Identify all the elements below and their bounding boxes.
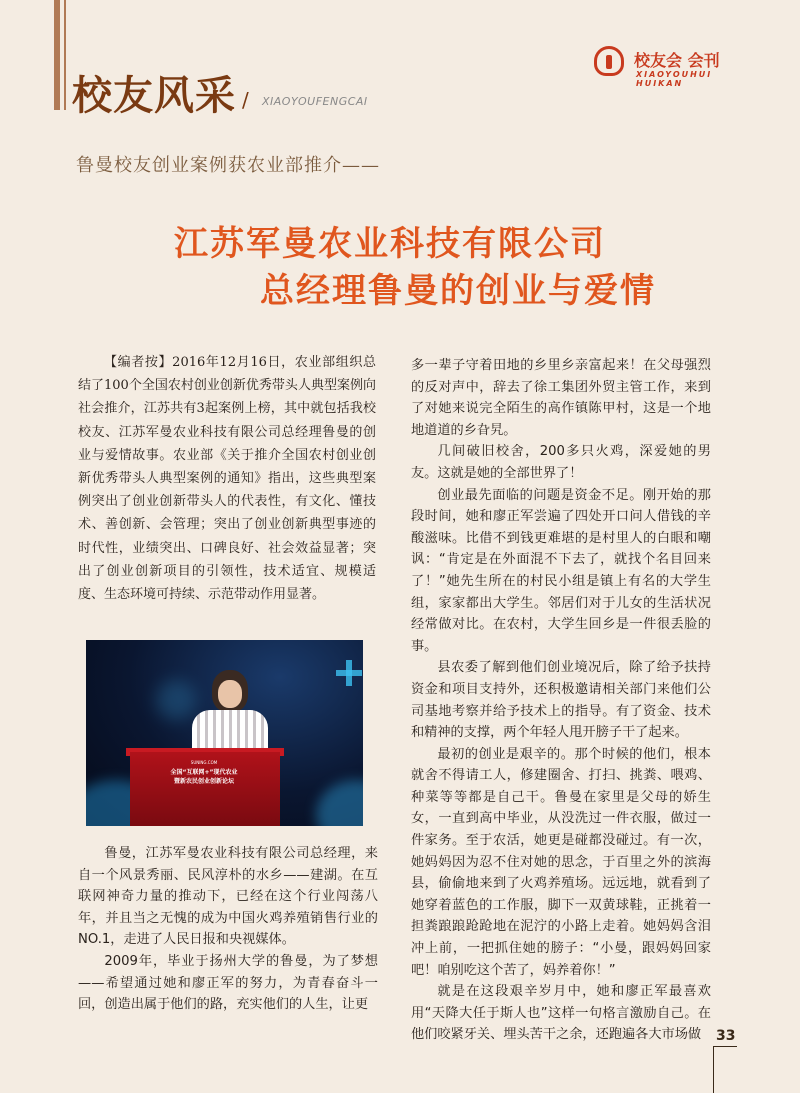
article-title-line1: 江苏军曼农业科技有限公司: [174, 224, 606, 264]
decorative-bar-thin: [64, 0, 66, 110]
alumni-logo: [594, 44, 744, 88]
paragraph: 2009年，毕业于扬州大学的鲁曼，为了梦想——希望通过她和廖正军的努力，为青春奋斗一回，创造出属于他们的路，充实他们的人生，让更: [78, 953, 378, 1013]
paragraph: 多一辈子守着田地的乡里乡亲富起来！在父母强烈的反对声中，辞去了徐工集团外贸主管工作，来到了对她来说完全陌生的高作镇陈甲村，这是一个地地道道的乡旮旯。: [411, 358, 711, 438]
paragraph: 县农委了解到他们创业境况后，除了给予扶持资金和项目支持外，还积极邀请相关部门来他们公司基地考察并给予技术上的指导。有了资金、技术和精神的支撑，两个年轻人甩开膀子干了起来。: [411, 660, 711, 741]
page-divider: [713, 1046, 714, 1093]
podium-banner: [144, 768, 264, 786]
right-column-body: [411, 355, 711, 1046]
article-title-line2: 总经理鲁曼的创业与爱情: [260, 271, 656, 311]
section-title: 校友风采: [72, 73, 236, 119]
left-column-body: [78, 843, 378, 1016]
editor-note: 【编者按】2016年12月16日，农业部组织总结了100个全国农村创业创新优秀带头人典型案例向社会推介，江苏共有3起案例上榜，其中就包括我校校友、江苏军曼农业科技有限公司总经理鲁曼的创业与爱情故事。农业部《关于推介全国农村创业创新优秀带头人典型案例的通知》指出，这些典型案例突出了创业创新带头人的代表性，有文化、懂技术、善创新、会管理；突出了创业创新典型事迹的时代性，业绩突出、口碑良好、社会效益显著；突出了创业创新项目的引领性，技术适宜、规模适度、生态环境可持续、示范带动作用显著。: [78, 355, 376, 603]
section-slash: /: [242, 88, 249, 112]
article-subtitle: 鲁曼校友创业案例获农业部推介——: [76, 155, 380, 176]
logo-text: 校友会 会刊: [634, 51, 720, 70]
paragraph: 鲁曼，江苏军曼农业科技有限公司总经理，来自一个风景秀丽、民风淳朴的水乡——建湖。在互联网神奇力量的推动下，已经在这个行业闯荡八年，并且当之无愧的成为中国火鸡养殖销售行业的NO.1，走进了人民日报和央视媒体。: [78, 846, 378, 948]
logo-subtext: XIAOYOUHUI HUIKAN: [636, 70, 713, 88]
podium-banner-line1: 全国“互联网+”现代农业: [170, 769, 238, 776]
decorative-bar-thick: [54, 0, 60, 110]
paragraph: 最初的创业是艰辛的。那个时候的他们，根本就舍不得请工人，修建圈舍、打扫、挑粪、喂鸡、种菜等等都是自己干。鲁曼在家里是父母的娇生女，一直到高中毕业，从没洗过一件衣服，做过一件家务。至于农活，她更是碰都没碰过。有一次，她妈妈因为忍不住对她的思念，于百里之外的滨海县，偷偷地来到了火鸡养殖场。远远地，就看到了她穿着蓝色的工作服，脚下一双黄球鞋，正挑着一担粪踉踉跄跄地在泥泞的小路上走着。她妈妈含泪冲上前，一把抓住她的膀子：“小曼，跟妈妈回家吧！咱别吃这个苦了，妈养着你！”: [411, 746, 711, 978]
page-divider-horizontal: [713, 1046, 737, 1047]
paragraph: 创业最先面临的问题是资金不足。刚开始的那段时间，她和廖正军尝遍了四处开口问人借钱的辛酸滋味。比借不到钱更难堪的是村里人的白眼和嘲讽：“肯定是在外面混不下去了，就找个名目回来了！”她先生所在的村民小组是镇上有名的大学生组，家家都出大学生。邻居们对于儿女的生活状况经常做对比。在农村，大学生回乡是一件很丢脸的事。: [411, 487, 711, 654]
alumni-logo-icon: [594, 46, 624, 76]
page-number: 33: [716, 1028, 736, 1044]
decorative-cross-icon: [336, 660, 362, 686]
speaker-photo: [86, 640, 363, 826]
paragraph: 几间破旧校舍，200多只火鸡，深爱她的男友。这就是她的全部世界了！: [411, 444, 711, 481]
podium-logo: SUNING.COM: [190, 760, 218, 765]
paragraph: 就是在这段艰辛岁月中，她和廖正军最喜欢用“天降大任于斯人也”这样一句格言激励自己。在他们咬紧牙关、埋头苦干之余，还跑遍各大市场做: [411, 984, 711, 1043]
section-pinyin: XIAOYOUFENGCAI: [262, 95, 368, 108]
podium-banner-line2: 暨新农民创业创新论坛: [173, 778, 234, 785]
